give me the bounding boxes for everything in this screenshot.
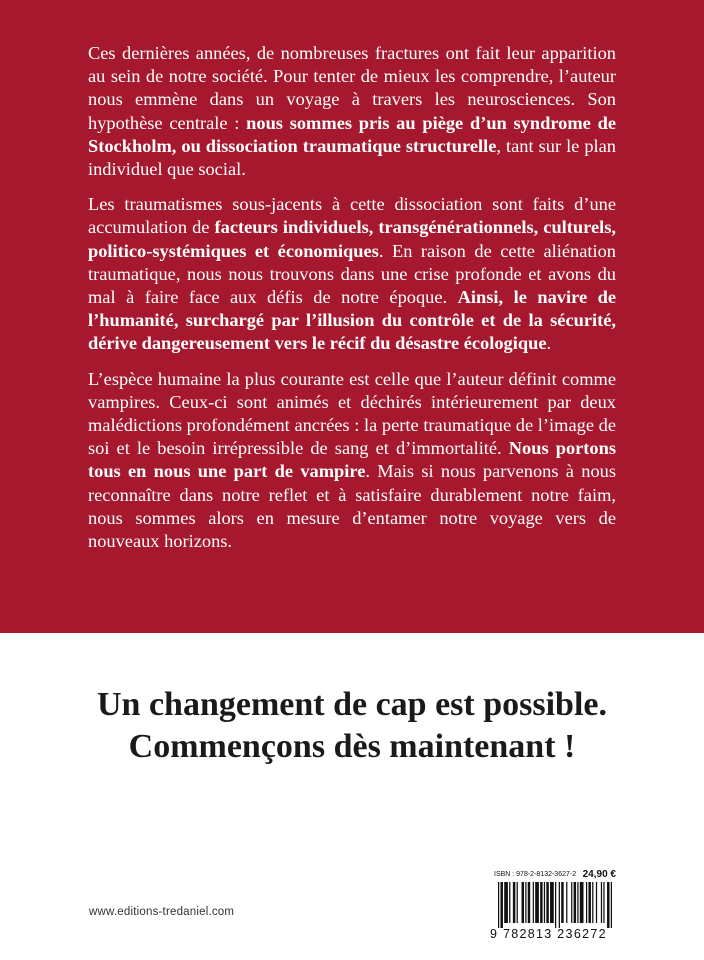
barcode-bar [611,882,612,928]
blurb-paragraph-3 [88,368,616,554]
barcode-bar [535,882,539,923]
barcode-bar [504,882,508,923]
barcode-bar [555,882,556,928]
text-run: , tant sur le plan individuel que social. [88,135,617,180]
barcode-bar [596,882,597,923]
isbn-label: ISBN : 978-2-8132-3627-2 [494,870,577,878]
barcode-bar [577,882,578,923]
blurb-paragraph-1 [88,42,616,181]
barcode-bar [509,882,510,923]
barcode-bar [559,882,560,928]
publisher-website: www.editions-tredaniel.com [89,906,235,918]
bold-text-run: Ainsi, le navire de l’humanité, surchargé par l’illusion du contrôle et de la sécurité, dérive dangereusement vers le récif du désastre écologique [88,287,616,354]
tagline-line-1: Un changement de cap est possible. [96,686,608,723]
barcode-number: 9 782813 236272 [490,927,607,941]
barcode-bar [498,882,499,928]
barcode-bar [522,882,524,923]
text-run: Les traumatismes sous-jacents à cette dissociation sont faits d’une accumulation de [88,194,616,238]
barcode-bar [588,882,590,923]
barcode-bar [533,882,534,923]
barcode-bar [544,882,545,923]
tagline [0,684,704,768]
barcode-bar [586,882,587,923]
text-run: . En raison de cette aliénation traumatique, nous nous trouvons dans une crise profonde et avons du mal à faire face aux défis de notre époque. [88,240,616,308]
barcode-bar [500,882,502,928]
barcode-bar [561,882,563,923]
barcode-bar [601,882,602,923]
barcode-bar [525,882,526,923]
text-run: L’espèce humaine la plus courante est celle que l’auteur définit comme vampires. Ceux-ci sont animés et déchirés intérieurement par deux malédictions profondément ancrées : la perte traumatique de l’image de soi et le besoin irrépressible de sang et d’immortalité. [88,368,616,459]
barcode-bar [574,882,576,923]
barcode-bar [592,882,593,923]
barcode-bar [540,882,542,923]
bold-text-run: Nous portons tous en nous une part de vampire [88,438,617,482]
back-cover-blurb [88,42,616,565]
barcode-bar [550,882,554,923]
barcode-bar [607,882,609,928]
barcode-bars [498,882,612,928]
isbn-price-row [494,868,616,880]
text-run: Ces dernières années, de nombreuses fractures ont fait leur apparition au sein de notre société. Pour tenter de mieux les comprendre, l’auteur nous emmène dans un voyage à travers les neurosciences. Son hypothèse centrale : [88,43,616,133]
barcode-bar [580,882,584,923]
barcode-bar [571,882,572,923]
barcode-bar [603,882,604,923]
barcode-panel [484,862,622,948]
text-run: . [546,333,552,354]
barcode-bar [513,882,515,923]
barcode-bar [528,882,530,923]
barcode-bar [517,882,518,923]
barcode-bar [546,882,548,923]
bold-text-run: nous sommes pris au piège d’un syndrome de Stockholm, ou dissociation traumatique structurelle [88,112,616,156]
tagline-line-2: Commençons dès maintenant ! [128,728,576,765]
bold-text-run: facteurs individuels, transgénérationnels, culturels, politico-systémiques et économiques [88,217,616,261]
blurb-paragraph-2 [88,193,616,355]
price-label: 24,90 € [582,868,616,880]
barcode-bar [566,882,567,923]
text-run: . Mais si nous parvenons à nous reconnaître dans notre reflet et à satisfaire durablement notre faim, nous sommes alors en mesure d’entamer notre voyage vers de nouveaux horizons. [88,461,616,552]
